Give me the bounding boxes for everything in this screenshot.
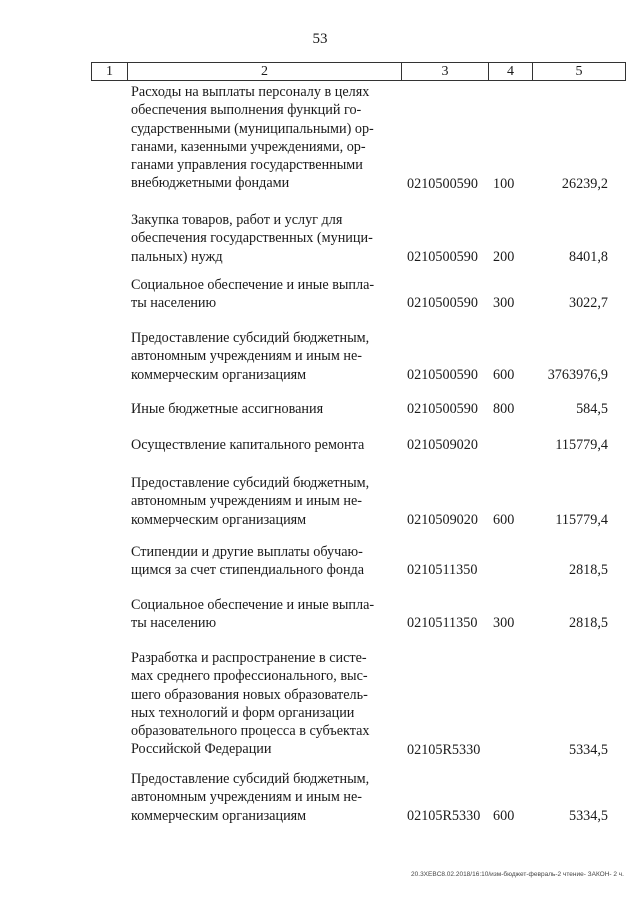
target-article-code: 0210500590 bbox=[407, 175, 478, 192]
row-description bbox=[131, 596, 393, 633]
expense-type-code: 300 bbox=[493, 615, 515, 632]
column-header: 3 bbox=[402, 63, 489, 81]
row-description bbox=[131, 436, 393, 454]
row-description bbox=[131, 83, 393, 193]
amount: 115779,4 bbox=[555, 511, 608, 528]
description-line: автономным учреждениям и иным не- bbox=[131, 348, 362, 365]
description-line: образовательного процесса в субъектах bbox=[131, 723, 370, 740]
description-line: Социальное обеспечение и иные выпла- bbox=[131, 277, 375, 293]
description-line: Предоставление субсидий бюджетным, bbox=[131, 330, 370, 346]
target-article-code: 0210511350 bbox=[407, 615, 478, 632]
description-line: Социальное обеспечение и иные выпла- bbox=[131, 597, 375, 613]
amount: 2818,5 bbox=[568, 615, 608, 632]
amount: 8401,8 bbox=[568, 248, 608, 265]
description-line: Стипендии и другие выплаты обучаю- bbox=[131, 544, 363, 560]
description-line: ганами, казенными учреждениями, ор- bbox=[131, 138, 366, 155]
description-line: ты населению bbox=[131, 295, 217, 312]
column-header: 2 bbox=[128, 63, 402, 81]
expense-type-code: 800 bbox=[493, 401, 515, 417]
row-description bbox=[131, 276, 393, 313]
description-line: обеспечения выполнения функций го- bbox=[131, 102, 362, 119]
amount: 115779,4 bbox=[555, 437, 608, 453]
amount: 26239,2 bbox=[561, 175, 608, 192]
description-line: сударственными (муниципальными) ор- bbox=[131, 120, 374, 137]
description-line: мах среднего профессионального, выс- bbox=[131, 668, 368, 685]
column-header: 5 bbox=[533, 63, 626, 81]
expense-type-code: 600 bbox=[493, 366, 515, 383]
description-line: Предоставление субсидий бюджетным, bbox=[131, 771, 370, 787]
description-line: Закупка товаров, работ и услуг для bbox=[131, 212, 343, 228]
row-description bbox=[131, 211, 393, 266]
row-description bbox=[131, 649, 393, 759]
page-number: 53 bbox=[312, 31, 328, 47]
description-line: ты населению bbox=[131, 615, 217, 632]
description-line: коммерческим организациям bbox=[131, 511, 307, 528]
row-description bbox=[131, 770, 393, 825]
amount: 5334,5 bbox=[568, 807, 608, 824]
amount: 3022,7 bbox=[568, 295, 608, 312]
amount: 584,5 bbox=[576, 401, 608, 417]
expense-type-code: 300 bbox=[493, 295, 515, 312]
row-description bbox=[131, 400, 393, 418]
expense-type-code: 100 bbox=[493, 175, 515, 192]
description-line: ных технологий и форм организации bbox=[131, 704, 355, 721]
target-article-code: 0210500590 bbox=[407, 366, 478, 383]
column-header: 4 bbox=[489, 63, 533, 81]
amount: 5334,5 bbox=[568, 741, 608, 758]
description-line: пальных) нужд bbox=[131, 248, 223, 265]
description-line: Предоставление субсидий бюджетным, bbox=[131, 475, 370, 491]
description-line: коммерческим организациям bbox=[131, 366, 307, 383]
target-article-code: 0210509020 bbox=[407, 511, 478, 528]
description-line: ганами управления государственными bbox=[131, 157, 363, 174]
expense-type-code: 200 bbox=[493, 248, 515, 265]
description-line: внебюджетными фондами bbox=[131, 175, 290, 192]
description-line: автономным учреждениям и иным не- bbox=[131, 493, 362, 510]
row-description bbox=[131, 474, 393, 529]
column-header-row bbox=[92, 63, 626, 81]
description-line: щимся за счет стипендиального фонда bbox=[131, 562, 365, 579]
description-line: Иные бюджетные ассигнования bbox=[131, 401, 324, 417]
target-article-code: 0210500590 bbox=[407, 401, 478, 417]
description-line: обеспечения государственных (муници- bbox=[131, 230, 373, 247]
target-article-code: 0210511350 bbox=[407, 562, 478, 579]
row-description bbox=[131, 543, 393, 580]
target-article-code: 02105R5330 bbox=[407, 807, 481, 824]
column-header-table bbox=[91, 62, 626, 81]
description-line: Российской Федерации bbox=[131, 741, 272, 758]
description-line: Осуществление капитального ремонта bbox=[131, 437, 365, 453]
column-header: 1 bbox=[92, 63, 128, 81]
description-line: Расходы на выплаты персоналу в целях bbox=[131, 84, 370, 100]
expense-type-code: 600 bbox=[493, 807, 515, 824]
amount: 3763976,9 bbox=[547, 366, 608, 383]
amount: 2818,5 bbox=[568, 562, 608, 579]
row-description bbox=[131, 329, 393, 384]
target-article-code: 02105R5330 bbox=[407, 741, 481, 758]
description-line: шего образования новых образователь- bbox=[131, 686, 368, 703]
target-article-code: 0210509020 bbox=[407, 437, 478, 453]
description-line: автономным учреждениям и иным не- bbox=[131, 789, 362, 806]
footer-file-stamp: 20.3XEBC8.02.2018/16:10/изм-бюджет-февраль-2 чтение- ЗАКОН- 2 ч. bbox=[411, 871, 624, 878]
expense-type-code: 600 bbox=[493, 511, 515, 528]
target-article-code: 0210500590 bbox=[407, 295, 478, 312]
target-article-code: 0210500590 bbox=[407, 248, 478, 265]
description-line: Разработка и распространение в систе- bbox=[131, 650, 367, 666]
description-line: коммерческим организациям bbox=[131, 807, 307, 824]
